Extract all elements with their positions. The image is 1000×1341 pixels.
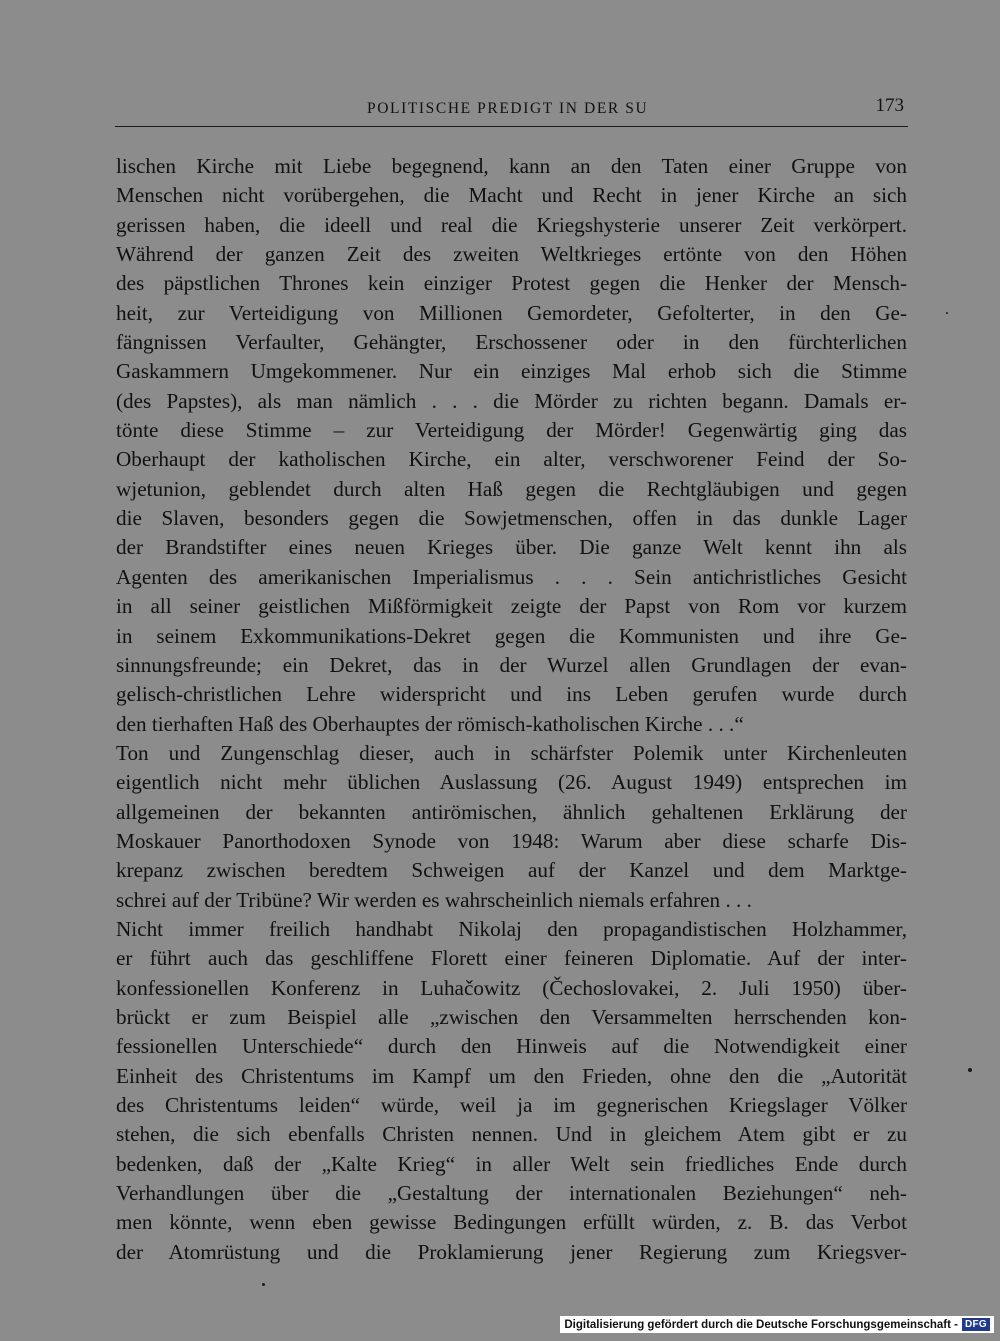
text-line: (des Papstes), als man nämlich . . . die Mörder zu richten begann. Damals er- — [116, 388, 907, 413]
body-text — [116, 152, 907, 1267]
scan-speck — [262, 1283, 265, 1286]
text-line: stehen, die sich ebenfalls Christen nennen. Und in gleichem Atem gibt er zu — [116, 1122, 907, 1147]
text-line: schrei auf der Tribüne? Wir werden es wahrscheinlich niemals erfahren . . . — [116, 887, 752, 912]
scan-speck — [968, 1068, 972, 1072]
text-line: Menschen nicht vorübergehen, die Macht und Recht in jener Kirche an sich — [116, 183, 907, 208]
text-line: wjetunion, geblendet durch alten Haß gegen die Rechtgläubigen und gegen — [116, 476, 907, 501]
text-line: sinnungsfreunde; ein Dekret, das in der Wurzel allen Grundlagen der evan- — [116, 652, 907, 677]
text-line: tönte diese Stimme – zur Verteidigung der Mörder! Gegenwärtig ging das — [116, 418, 907, 443]
text-line: fängnissen Verfaulter, Gehängter, Erschossener oder in den fürchterlichen — [116, 330, 907, 355]
text-line: men könnte, wenn eben gewisse Bedingungen erfüllt würden, z. B. das Verbot — [116, 1210, 907, 1235]
text-line: allgemeinen der bekannten antirömischen, ähnlich gehaltenen Erklärung der — [116, 799, 907, 824]
text-line: der Atomrüstung und die Proklamierung jener Regierung zum Kriegsver- — [116, 1239, 907, 1264]
text-line: Verhandlungen über die „Gestaltung der internationalen Beziehungen“ neh- — [116, 1181, 907, 1206]
dfg-logo: DFG — [962, 1318, 990, 1331]
text-line: gelisch-christlichen Lehre widerspricht und ins Leben gerufen wurde durch — [116, 682, 907, 707]
running-head: POLITISCHE PREDIGT IN DER SU — [367, 100, 649, 117]
text-line: in all seiner geistlichen Mißförmigkeit zeigte der Papst von Rom vor kurzem — [116, 594, 907, 619]
text-line: Agenten des amerikanischen Imperialismus . . . Sein antichristliches Gesicht — [116, 564, 907, 589]
text-line: Nicht immer freilich handhabt Nikolaj den propagandistischen Holzhammer, — [116, 916, 907, 941]
text-line: eigentlich nicht mehr üblichen Auslassung (26. August 1949) entsprechen im — [116, 770, 907, 795]
text-line: gerissen haben, die ideell und real die Kriegshysterie unserer Zeit verkörpert. — [116, 212, 907, 237]
text-line: Während der ganzen Zeit des zweiten Weltkrieges ertönte von den Höhen — [116, 242, 907, 267]
digitization-credit — [560, 1316, 994, 1333]
text-line: Oberhaupt der katholischen Kirche, ein alter, verschworener Feind der So- — [116, 447, 907, 472]
page-header — [115, 92, 908, 127]
text-line: krepanz zwischen beredtem Schweigen auf der Kanzel und dem Marktge- — [116, 858, 907, 883]
page-number: 173 — [875, 95, 904, 116]
text-line: bedenken, daß der „Kalte Krieg“ in aller Welt sein friedliches Ende durch — [116, 1151, 907, 1176]
text-line: fessionellen Unterschiede“ durch den Hinweis auf die Notwendigkeit einer — [116, 1034, 907, 1059]
text-line: Ton und Zungenschlag dieser, auch in schärfster Polemik unter Kirchenleuten — [116, 740, 907, 765]
text-line: lischen Kirche mit Liebe begegnend, kann an den Taten einer Gruppe von — [116, 154, 907, 178]
text-line: konfessionellen Konferenz in Luhačowitz (Čechoslovakei, 2. Juli 1950) über- — [116, 975, 907, 1000]
text-line: Moskauer Panorthodoxen Synode von 1948: Warum aber diese scharfe Dis- — [116, 828, 907, 853]
text-line: des Christentums leiden“ würde, weil ja im gegnerischen Kriegslager Völker — [116, 1093, 907, 1117]
text-line: Einheit des Christentums im Kampf um den Frieden, ohne den die „Autorität — [116, 1063, 907, 1088]
text-line: heit, zur Verteidigung von Millionen Gemordeter, Gefolterter, in den Ge- — [116, 300, 907, 325]
text-line: der Brandstifter eines neuen Krieges über. Die ganze Welt kennt ihn als — [116, 535, 907, 560]
text-line: er führt auch das geschliffene Florett einer feineren Diplomatie. Auf der inter- — [116, 946, 907, 971]
text-line: in seinem Exkommunikations-Dekret gegen die Kommunisten und ihre Ge- — [116, 623, 907, 648]
text-line: den tierhaften Haß des Oberhauptes der römisch-katholischen Kirche . . .“ — [116, 711, 744, 736]
text-line: brückt er zum Beispiel alle „zwischen den Versammelten herrschenden kon- — [116, 1004, 907, 1029]
text-line: des päpstlichen Thrones kein einziger Protest gegen die Henker der Mensch- — [116, 271, 907, 296]
credit-text: Digitalisierung gefördert durch die Deutsche Forschungsgemeinschaft - — [564, 1318, 958, 1331]
scan-speck — [946, 312, 948, 314]
text-line: die Slaven, besonders gegen die Sowjetmenschen, offen in das dunkle Lager — [116, 506, 907, 531]
text-line: Gaskammern Umgekommener. Nur ein einziges Mal erhob sich die Stimme — [116, 359, 907, 384]
